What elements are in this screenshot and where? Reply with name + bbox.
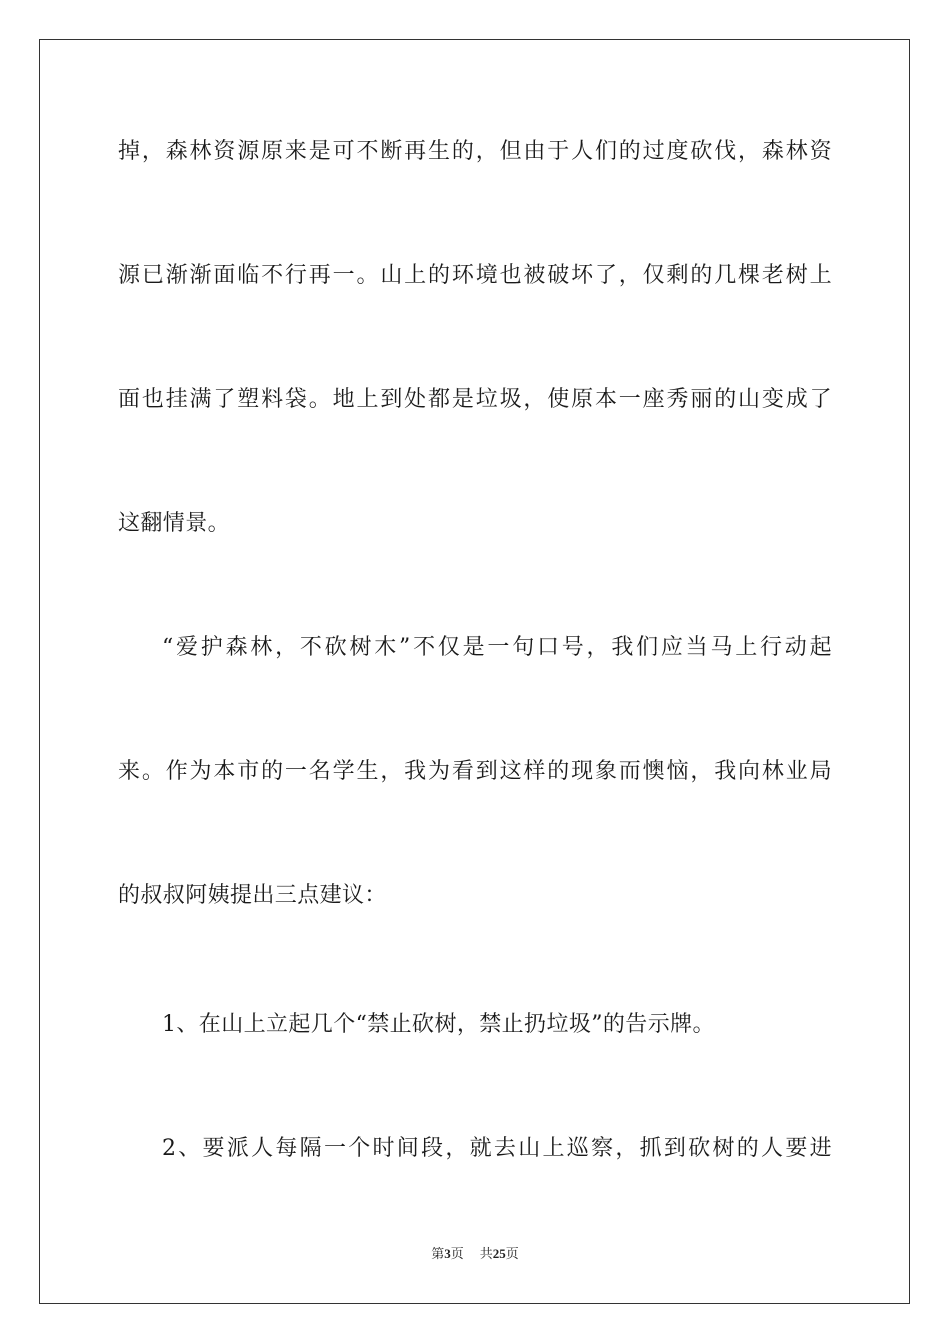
list-item-1: 1、在山上立起几个“禁止砍树，禁止扔垃圾”的告示牌。 <box>162 1012 715 1037</box>
footer-page-number: 3 <box>444 1246 451 1261</box>
footer-total-suffix: 页 <box>505 1247 519 1262</box>
text-line-4: 这翻情景。 <box>118 511 231 536</box>
text-line-1: 掉，森林资源原来是可不断再生的，但由于人们的过度砍伐，森林资 <box>118 139 832 164</box>
text-line-7: 的叔叔阿姨提出三点建议： <box>118 883 387 908</box>
footer-page-suffix: 页 <box>450 1247 464 1262</box>
text-line-5: “爱护森林，不砍树木”不仅是一句口号，我们应当马上行动起 <box>162 635 832 660</box>
footer-total-number: 25 <box>492 1246 506 1261</box>
text-line-2: 源已渐渐面临不行再一。山上的环境也被破坏了，仅剩的几棵老树上 <box>118 263 832 288</box>
page-footer <box>0 1245 950 1264</box>
page-frame <box>39 39 910 1304</box>
footer-page-prefix: 第 <box>431 1247 445 1262</box>
footer-total-prefix: 共 <box>479 1247 493 1262</box>
text-line-6: 来。作为本市的一名学生，我为看到这样的现象而懊恼，我向林业局 <box>118 759 832 784</box>
list-item-2: 2、要派人每隔一个时间段，就去山上巡察，抓到砍树的人要进 <box>162 1136 832 1161</box>
text-line-3: 面也挂满了塑料袋。地上到处都是垃圾，使原本一座秀丽的山变成了 <box>118 387 832 412</box>
